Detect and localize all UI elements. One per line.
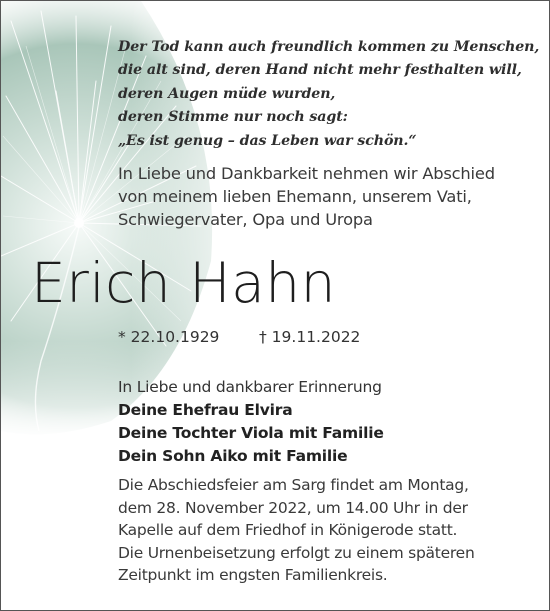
- life-dates: [118, 326, 538, 348]
- farewell-intro: [118, 162, 538, 231]
- funeral-line: dem 28. November 2022, um 14.00 Uhr in der: [118, 498, 468, 517]
- funeral-line: Die Urnenbeisetzung erfolgt zu einem späteren: [118, 543, 475, 562]
- funeral-line: Die Abschiedsfeier am Sarg findet am Montag,: [118, 476, 469, 494]
- poem-line: deren Augen müde wurden,: [118, 85, 336, 102]
- funeral-line: Kapelle auf dem Friedhof in Königerode statt.: [118, 521, 458, 539]
- poem-line: deren Stimme nur noch sagt:: [118, 109, 348, 126]
- poem-line: „Es ist genug – das Leben war schön.“: [118, 132, 417, 149]
- poem-line: Der Tod kann auch freundlich kommen zu Menschen,: [118, 39, 540, 55]
- intro-line: von meinem lieben Ehemann, unserem Vati,: [118, 187, 472, 206]
- deceased-name: Erich Hahn: [31, 251, 337, 315]
- death-date: † 19.11.2022: [259, 328, 361, 346]
- family-member: Deine Ehefrau Elvira: [118, 401, 293, 419]
- poem: [118, 36, 538, 153]
- birth-date: * 22.10.1929: [118, 328, 220, 346]
- family-member: Dein Sohn Aiko mit Familie: [118, 447, 348, 465]
- family-signatures: [118, 376, 538, 468]
- poem-line: die alt sind, deren Hand nicht mehr festhalten will,: [118, 62, 522, 79]
- family-member: Deine Tochter Viola mit Familie: [118, 424, 384, 442]
- funeral-notice: [118, 474, 538, 587]
- family-intro: In Liebe und dankbarer Erinnerung: [118, 378, 382, 396]
- funeral-line: Zeitpunkt im engsten Familienkreis.: [118, 566, 388, 584]
- intro-line: In Liebe und Dankbarkeit nehmen wir Abschied: [118, 164, 495, 183]
- intro-line: Schwiegervater, Opa und Uropa: [118, 210, 373, 229]
